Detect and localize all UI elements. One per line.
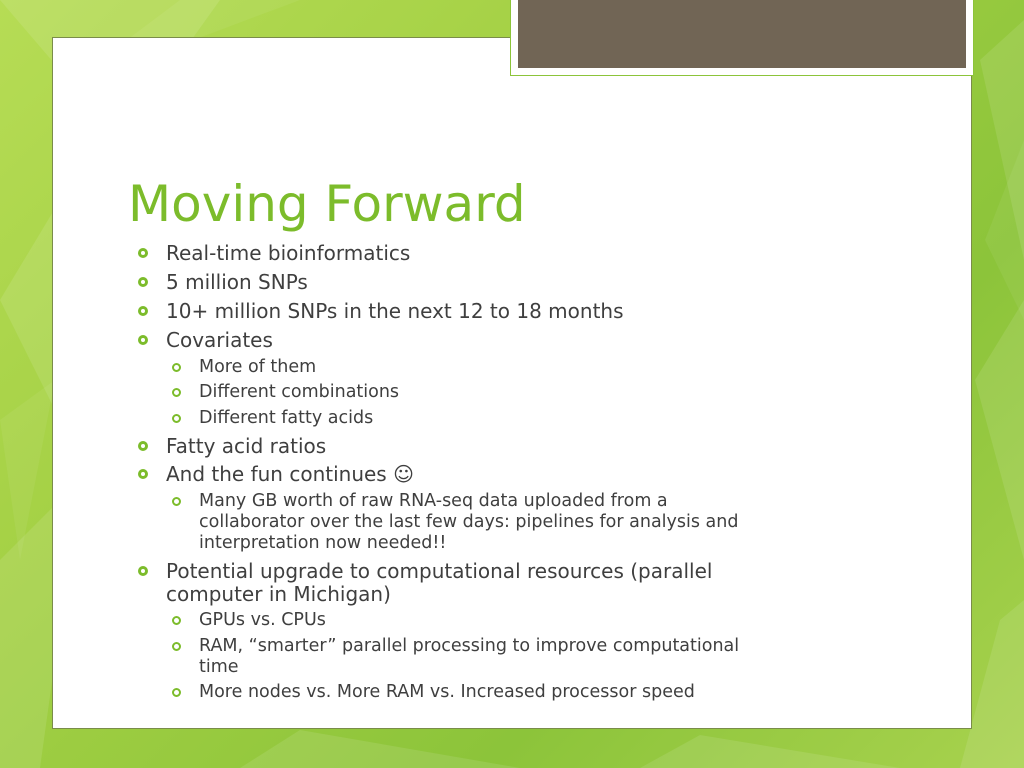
bullet-text: Potential upgrade to computational resources (parallel [166,559,713,583]
title-tab-decoration [518,0,966,68]
bullet-text: collaborator over the last few days: pipelines for analysis and [199,512,739,532]
bullet-text: RAM, “smarter” parallel processing to improve computational [199,636,740,656]
bullet-text: And the fun continues ☺ [166,462,414,486]
bullet-text: 10+ million SNPs in the next 12 to 18 months [166,299,624,323]
bullet-text: GPUs vs. CPUs [199,610,326,630]
bullet-text: interpretation now needed!! [199,533,447,553]
bullet-text: computer in Michigan) [166,582,391,606]
bullet-text: More nodes vs. More RAM vs. Increased processor speed [199,682,695,702]
bullet-text: Different fatty acids [199,408,374,428]
bullet-text: 5 million SNPs [166,270,308,294]
bullet-text: More of them [199,357,317,377]
slide-content-panel [52,37,972,729]
bullet-text: Real-time bioinformatics [166,241,411,265]
bullet-text: Different combinations [199,382,400,402]
bullet-text: Fatty acid ratios [166,434,327,458]
bullet-text: Many GB worth of raw RNA-seq data uploaded from a [199,491,668,511]
bullet-text: time [199,657,239,677]
slide-title: Moving Forward [128,175,526,233]
bullet-text: Covariates [166,328,273,352]
